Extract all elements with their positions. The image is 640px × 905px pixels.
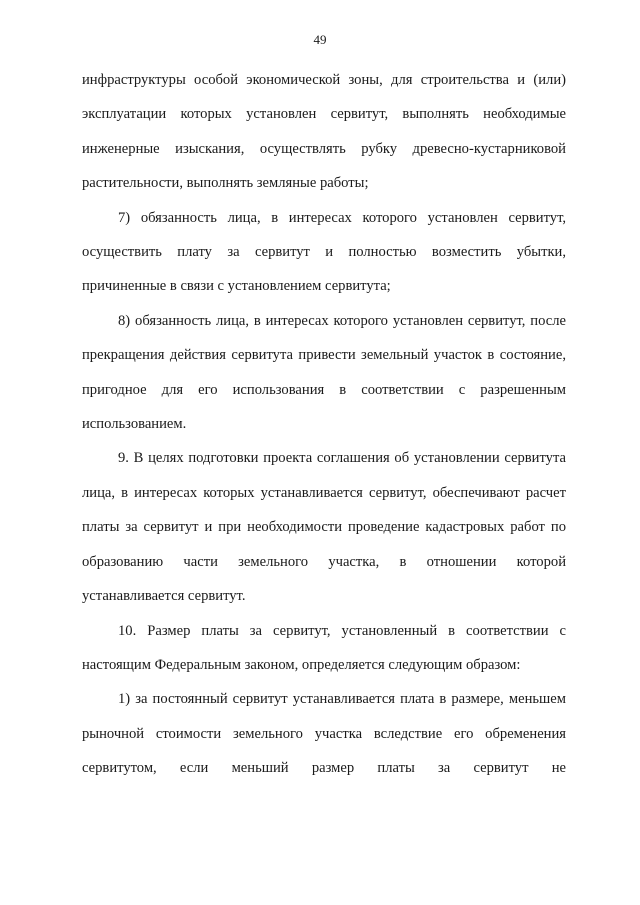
paragraph-item-8: 8) обязанность лица, в интересах которого установлен сервитут, после прекращения действия сервитута привести земельный участок в состояние, пригодное для его использования в соответствии с разрешенным использованием. — [82, 312, 566, 433]
document-body — [82, 63, 566, 786]
paragraph-section-9: 9. В целях подготовки проекта соглашения об установлении сервитута лица, в интересах которых устанавливается сервитут, обеспечивают расчет платы за сервитут и при необходимости проведение кадастровых работ по образованию части земельного участка, в отношении которой устанавливается сервитут. — [82, 450, 566, 605]
page-number: 49 — [313, 32, 327, 47]
paragraph-item-7: 7) обязанность лица, в интересах которого установлен сервитут, осуществить плату за сервитут и полностью возместить убытки, причиненные в связи с установлением сервитута; — [82, 209, 566, 295]
paragraph-item-1: 1) за постоянный сервитут устанавливается плата в размере, меньшем рыночной стоимости земельного участка вследствие его обременения сервитутом, если меньший размер платы за сервитут не — [82, 691, 566, 777]
paragraph-section-10: 10. Размер платы за сервитут, установленный в соответствии с настоящим Федеральным законом, определяется следующим образом: — [82, 622, 566, 673]
paragraph-continuation: инфраструктуры особой экономической зоны, для строительства и (или) эксплуатации которых установлен сервитут, выполнять необходимые инженерные изыскания, осуществлять рубку древесно-кустарниковой растительности, выполнять земляные работы; — [82, 72, 566, 192]
